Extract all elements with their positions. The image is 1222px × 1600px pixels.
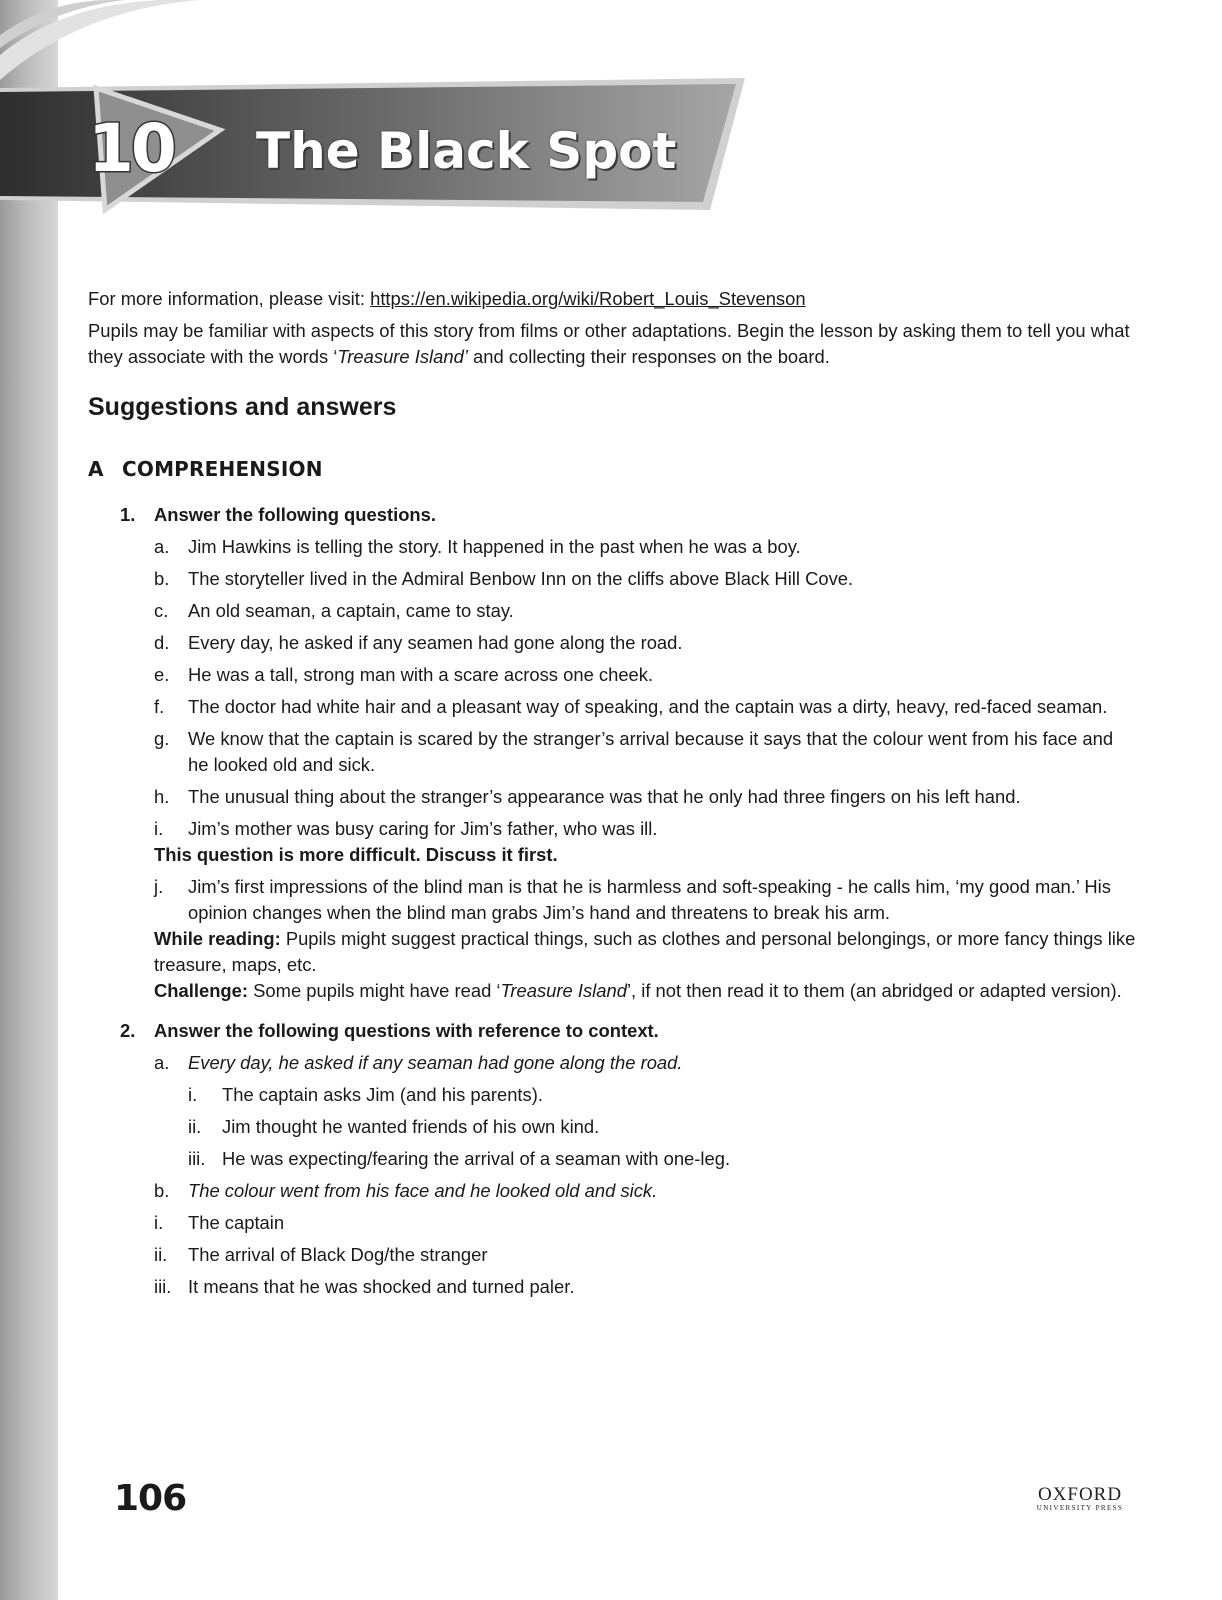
context-quote: The colour went from his face and he looked old and sick. bbox=[188, 1180, 658, 1201]
answer-label: c. bbox=[154, 600, 169, 621]
note-text: Pupils might suggest practical things, such as clothes and personal belongings, or more fancy things like treasure, maps, etc. bbox=[154, 928, 1136, 975]
info-prefix: For more information, please visit: bbox=[88, 288, 371, 309]
question-title: Answer the following questions with reference to context. bbox=[154, 1020, 659, 1041]
question-2-heading bbox=[88, 1018, 1138, 1044]
sub-answer bbox=[88, 1242, 1138, 1268]
note-text: ’, if not then read it to them (an abridged or adapted version). bbox=[626, 980, 1122, 1001]
answer-text: Jim’s first impressions of the blind man is that he is harmless and soft-speaking - he calls him, ‘my good man.’ His opinion changes when the blind man grabs Jim’s hand and threatens to break his arm. bbox=[188, 876, 1111, 923]
answer-label: h. bbox=[154, 786, 170, 807]
intro-text-em: Treasure Island’ bbox=[337, 346, 468, 367]
answer-label: i. bbox=[154, 818, 164, 839]
context-quote: Every day, he asked if any seaman had gone along the road. bbox=[188, 1052, 683, 1073]
answer-label: b. bbox=[154, 1180, 170, 1201]
answer-text: Every day, he asked if any seamen had gone along the road. bbox=[188, 632, 683, 653]
answer-label: a. bbox=[154, 536, 170, 557]
sub-label: ii. bbox=[188, 1116, 202, 1137]
answer-label: g. bbox=[154, 728, 170, 749]
answer-label: d. bbox=[154, 632, 170, 653]
info-line bbox=[88, 286, 1138, 312]
answer-text: Jim’s mother was busy caring for Jim’s father, who was ill. bbox=[188, 818, 658, 839]
while-reading-note bbox=[88, 926, 1138, 978]
answer-label: j. bbox=[154, 876, 164, 897]
answer-item bbox=[88, 694, 1138, 720]
note-text: Some pupils might have read ‘ bbox=[248, 980, 501, 1001]
note-title-em: Treasure Island bbox=[500, 980, 627, 1001]
publisher-name: OXFORD bbox=[1037, 1484, 1123, 1505]
answer-text: The storyteller lived in the Admiral Benbow Inn on the cliffs above Black Hill Cove. bbox=[188, 568, 854, 589]
intro-text-a: Pupils may be familiar with aspects of this story from films or other adaptations. Begin the lesson by asking them to tell you what they associate with the words ‘ bbox=[88, 320, 1130, 367]
sub-answer bbox=[88, 1274, 1138, 1300]
sub-text: Jim thought he wanted friends of his own kind. bbox=[222, 1116, 600, 1137]
answer-label: b. bbox=[154, 568, 170, 589]
intro-paragraph bbox=[88, 318, 1138, 370]
sub-label: i. bbox=[154, 1212, 164, 1233]
answer-item bbox=[88, 662, 1138, 688]
answer-item bbox=[88, 630, 1138, 656]
page-content bbox=[88, 286, 1138, 1300]
context-item bbox=[88, 1050, 1138, 1076]
difficult-note: This question is more difficult. Discuss it first. bbox=[154, 844, 558, 865]
sub-text: The arrival of Black Dog/the stranger bbox=[188, 1244, 488, 1265]
sub-answer bbox=[88, 1146, 1138, 1172]
answer-item bbox=[88, 598, 1138, 624]
answer-text: The unusual thing about the stranger’s appearance was that he only had three fingers on his left hand. bbox=[188, 786, 1021, 807]
sub-label: iii. bbox=[188, 1148, 206, 1169]
sub-label: iii. bbox=[154, 1276, 172, 1297]
question-1-heading bbox=[88, 502, 1138, 528]
challenge-note bbox=[88, 978, 1138, 1004]
sub-label: i. bbox=[188, 1084, 198, 1105]
section-title: COMPREHENSION bbox=[122, 457, 323, 481]
sub-answer bbox=[88, 1082, 1138, 1108]
answer-label: a. bbox=[154, 1052, 170, 1073]
sub-text: It means that he was shocked and turned paler. bbox=[188, 1276, 575, 1297]
sub-text: He was expecting/fearing the arrival of a seaman with one-leg. bbox=[222, 1148, 731, 1169]
answer-item bbox=[88, 874, 1138, 926]
note-label: Challenge: bbox=[154, 980, 249, 1001]
section-a-heading bbox=[88, 456, 1138, 482]
answer-item bbox=[88, 784, 1138, 810]
answer-text: He was a tall, strong man with a scare across one cheek. bbox=[188, 664, 654, 685]
sub-answer bbox=[88, 1210, 1138, 1236]
answer-item bbox=[88, 534, 1138, 560]
suggestions-heading: Suggestions and answers bbox=[88, 393, 397, 421]
chapter-number: 10 bbox=[88, 110, 174, 187]
answer-item bbox=[88, 726, 1138, 778]
sub-answer bbox=[88, 1114, 1138, 1140]
intro-text-b: and collecting their responses on the board. bbox=[467, 346, 830, 367]
sub-text: The captain asks Jim (and his parents). bbox=[222, 1084, 543, 1105]
answer-text: Jim Hawkins is telling the story. It happened in the past when he was a boy. bbox=[188, 536, 801, 557]
section-letter: A bbox=[88, 457, 104, 481]
question-title: Answer the following questions. bbox=[154, 504, 437, 525]
answer-text: An old seaman, a captain, came to stay. bbox=[188, 600, 514, 621]
sub-text: The captain bbox=[188, 1212, 285, 1233]
publisher-subtitle: UNIVERSITY PRESS bbox=[1036, 1504, 1124, 1512]
wikipedia-link[interactable]: https://en.wikipedia.org/wiki/Robert_Louis_Stevenson bbox=[370, 288, 806, 309]
note-label: While reading: bbox=[154, 928, 281, 949]
chapter-title: The Black Spot bbox=[256, 122, 677, 180]
page-number: 106 bbox=[114, 1478, 187, 1519]
answer-text: The doctor had white hair and a pleasant way of speaking, and the captain was a dirty, heavy, red-faced seaman. bbox=[188, 696, 1108, 717]
question-number: 1. bbox=[120, 504, 136, 525]
answer-text: We know that the captain is scared by the stranger’s arrival because it says that the colour went from his face and he looked old and sick. bbox=[188, 728, 1114, 775]
left-margin-bar bbox=[0, 0, 58, 1600]
answer-label: e. bbox=[154, 664, 170, 685]
sub-label: ii. bbox=[154, 1244, 168, 1265]
answer-item bbox=[88, 816, 1138, 842]
question-number: 2. bbox=[120, 1020, 136, 1041]
answer-item bbox=[88, 566, 1138, 592]
answer-label: f. bbox=[154, 696, 165, 717]
oxford-logo bbox=[1030, 1484, 1130, 1512]
context-item bbox=[88, 1178, 1138, 1204]
